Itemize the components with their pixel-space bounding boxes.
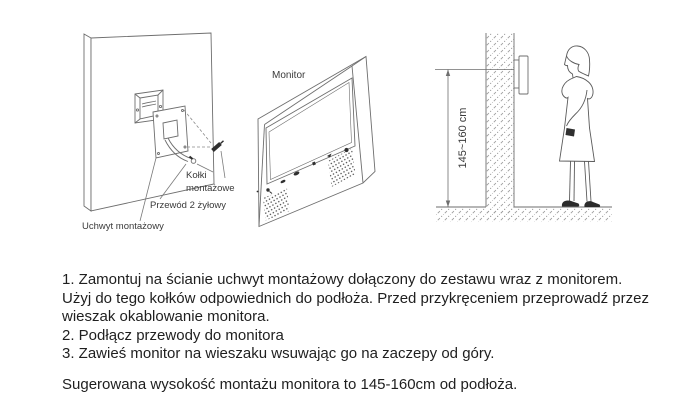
instruction-step-1: 1. Zamontuj na ścianie uchwyt montażowy dołączony do zestawu wraz z monitorem. Użyj do tego kołków odpowiednich do podłoża. Przed przykręceniem przeprowadź przez wieszak okablowanie monitora. <box>62 271 649 326</box>
wall-plug-screw <box>213 141 224 151</box>
mounting-height-note: Sugerowana wysokość montażu monitora to 145-160cm od podłoża. <box>62 375 518 393</box>
mounting-plate <box>153 106 188 158</box>
label-monitor: Monitor <box>272 70 306 81</box>
height-diagram <box>435 33 612 222</box>
wall-mount-diagram <box>82 33 235 232</box>
person-shoe-front <box>562 200 579 206</box>
instruction-step-3: 3. Zawieś monitor na wieszaku wsuwając go na zaczepy od góry. <box>62 345 495 363</box>
floor-line <box>436 207 612 222</box>
person-shoe-back <box>584 201 600 207</box>
monitor-diagram <box>257 57 375 227</box>
person-dress <box>560 77 595 162</box>
instruction-step-2: 2. Podłącz przewody do monitora <box>62 326 284 344</box>
monitor-side-view <box>514 56 528 94</box>
label-kolki-line2: montażowe <box>186 183 235 194</box>
person-legs <box>570 162 592 202</box>
dimension-line <box>446 70 450 208</box>
person-figure <box>560 46 601 207</box>
wall-section <box>486 33 514 218</box>
instructions <box>62 271 652 395</box>
label-mounting-height: 145~160 cm <box>457 107 469 169</box>
person-handbag <box>566 128 576 137</box>
label-przewod: Przewód 2 żyłowy <box>150 200 227 211</box>
person-hair <box>567 46 590 76</box>
label-kolki-line1: Kołki <box>186 170 207 181</box>
label-uchwyt: Uchwyt montażowy <box>82 221 164 232</box>
